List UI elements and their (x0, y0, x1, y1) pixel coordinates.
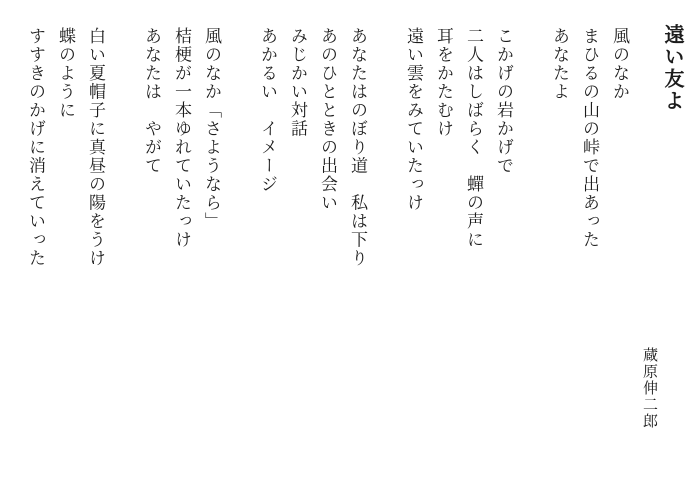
poem-line: あかるい イメージ (258, 27, 277, 194)
poem-author (640, 24, 658, 494)
poem-stanza-1 (544, 24, 634, 494)
poem-stanza-5 (20, 24, 110, 494)
poem-line: あなたは やがて (142, 27, 161, 175)
poem-title: 遠い友よ (661, 24, 683, 112)
poem-line: 白い夏帽子に真昼の陽をうけ (86, 27, 105, 268)
poem-line: すすきのかげに消えていった (26, 27, 45, 268)
poem-line: あなたはのぼり道 私は下り (348, 27, 367, 268)
poem-line: 桔梗が一本ゆれていたっけ (172, 27, 191, 249)
poem-line: まひるの山の峠で出あった (580, 27, 599, 249)
poem-line: 遠い雲をみていたっけ (404, 27, 423, 212)
poem-line: 二人はしばらく 蟬の声に (464, 27, 483, 249)
poem-line: 耳をかたむけ (434, 27, 453, 138)
poem-line: 蝶のように (56, 27, 75, 120)
poem-line: あのひとときの出会い (318, 27, 337, 212)
poem-line: こかげの岩かげで (494, 27, 513, 175)
poem-line: 風のなか「さようなら」 (202, 27, 221, 231)
poem-author-name: 蔵原伸二郎 (641, 347, 657, 430)
poem-stanza-2 (398, 24, 518, 494)
poem-line: みじかい対話 (288, 27, 307, 138)
poem-line: 風のなか (610, 27, 629, 101)
poem-stanza-3 (252, 24, 372, 494)
poem-stanza-4 (136, 24, 226, 494)
poem-body (20, 24, 684, 494)
poem-line: あなたよ (550, 27, 569, 101)
